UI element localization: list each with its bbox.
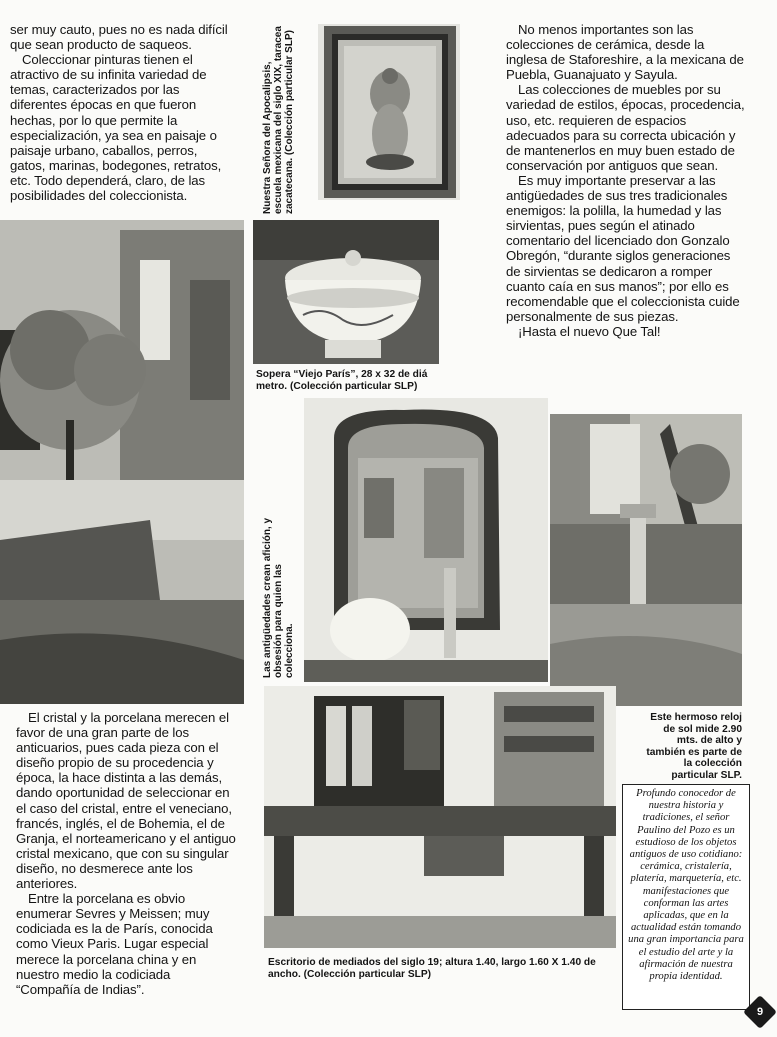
garden-photo — [0, 220, 244, 704]
page-number: 9 — [756, 1006, 764, 1018]
column-bottom-left — [16, 710, 238, 997]
paragraph: Coleccionar pinturas tienen el atractivo de su infinita variedad de temas, caracterizados por las diferentes épocas en que fueron hechas, por lo que permite la especialización, ya sea en paisaje o paisaje urbano, caballos, perros, gatos, marinas, bodegones, retratos, etc. Todo dependerá, claro, de las posibilidades del coleccionista. — [10, 52, 222, 204]
mirror-caption: Las antigüedades crean afición, y obsesión para quien las colecciona. — [262, 517, 296, 678]
desk-caption: Escritorio de mediados del siglo 19; altura 1.40, largo 1.60 X 1.40 de ancho. (Colección particular SLP) — [268, 957, 596, 980]
painting-caption: Nuestra Señora del Apocalipsis, escuela mexicana del siglo XIX, taracea zacatecana. (Colección particular SLP) — [262, 26, 296, 214]
paragraph: ser muy cauto, pues no es nada difícil que sean producto de saqueos. — [10, 22, 228, 53]
paragraph: El cristal y la porcelana merecen el favor de una gran parte de los anticuarios, pues cada pieza con el diseño propio de su procedencia y época, la hace distinta a las demás, dando oportunidad de seleccionar en el caso del cristal, entre el veneciano, francés, inglés, el de Bohemia, el de Granja, el norteamericano y el antiguo cristal mexicano, que con su singular diseño, no desmerece ante los anteriores. — [16, 710, 236, 892]
sundial-caption: Este hermoso reloj de sol mide 2.90 mts. de alto y también es parte de la colección particular SLP. — [646, 712, 742, 781]
column-top-left — [10, 22, 232, 203]
paragraph: Las colecciones de muebles por su variedad de estilos, épocas, procedencia, uso, etc. requieren de espacios adecuados para su correcta ubicación y de mantenerlos en muy buen estado de conservación por antiguos que sean. — [506, 82, 745, 173]
paragraph: Entre la porcelana es obvio enumerar Sevres y Meissen; muy codiciada es la de París, conocida como Vieux Paris. Lugar especial merece la porcelana china y en nuestro medio la codiciada “Compañía de Indias”. — [16, 891, 213, 997]
mirror-photo — [304, 398, 548, 682]
soup-tureen-photo — [253, 220, 439, 364]
painting-photo — [318, 24, 460, 200]
paragraph: Es muy importante preservar a las antigüedades de sus tres tradicionales enemigos: la polilla, la humedad y las sirvientas, pues según el atinado comentario del licenciado don Gonzalo Obregón, “durante siglos generaciones de sirvientas se dedicaron a romper cuanto caía en sus manos”; por ello es recomendable que el coleccionista cuide personalmente de sus piezas. — [506, 172, 740, 324]
soup-caption: Sopera “Viejo París”, 28 x 32 de diá metro. (Colección particular SLP) — [256, 369, 428, 392]
author-sidebar: Profundo conocedor de nuestra historia y tradiciones, el señor Paulino del Pozo es un estudioso de los objetos antiguos de uso cotidiano: cerámica, cristalería, platería, marquetería, etc. manifestaciones que conforman las artes aplicadas, que en la actualidad están tomando una gran importancia para el estudio del arte y la afirmación de nuestra propia identidad. — [622, 784, 750, 1010]
paragraph: ¡Hasta el nuevo Que Tal! — [518, 323, 661, 339]
paragraph: No menos importantes son las colecciones de cerámica, desde la inglesa de Staforeshire, a la mexicana de Puebla, Guanajuato y Sayula. — [506, 22, 744, 83]
column-right — [506, 22, 746, 339]
desk-photo — [264, 686, 616, 948]
sundial-photo — [550, 414, 742, 706]
